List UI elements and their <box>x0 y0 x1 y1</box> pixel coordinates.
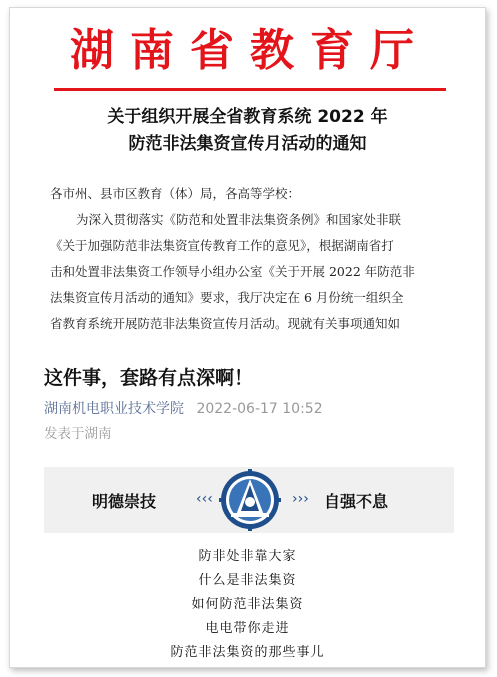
notice-body-line: 法集资宣传月活动的通知》要求，我厅决定在 6 月份统一组织全 <box>50 290 404 305</box>
article-screenshot-frame <box>9 7 486 668</box>
school-motto-banner <box>44 467 454 533</box>
publish-location: 发表于湖南 <box>44 426 112 442</box>
article-meta <box>44 398 323 418</box>
notice-banner <box>54 14 446 87</box>
school-emblem-icon <box>219 469 281 531</box>
chevrons-left-icon: ‹‹‹ <box>196 491 213 507</box>
notice-body-line: 为深入贯彻落实《防范和处置非法集资条例》和国家处非联 <box>76 212 402 227</box>
list-item: 如何防范非法集资 <box>191 597 304 612</box>
motto-right-text: 自强不息 <box>324 492 389 511</box>
list-item: 防非处非靠大家 <box>198 549 297 564</box>
notice-body-line: 《关于加强防范非法集资宣传教育工作的意见》，根据湖南省打 <box>50 238 394 253</box>
notice-body-line: 省教育系统开展防范非法集资宣传月活动。现就有关事项通知如 <box>50 316 401 331</box>
notice-document-image <box>10 8 485 348</box>
publish-datetime: 2022-06-17 10:52 <box>196 401 323 417</box>
banner-title: 湖南省教育厅 <box>70 25 430 76</box>
topic-list <box>10 545 485 665</box>
notice-title-line-1: 关于组织开展全省教育系统 2022 年 <box>107 107 388 127</box>
notice-title-line-2: 防范非法集资宣传月活动的通知 <box>128 134 367 154</box>
motto-left-text: 明德崇技 <box>92 492 157 511</box>
article-headline: 这件事，套路有点深啊！ <box>44 367 254 389</box>
notice-body-line: 各市州、县市区教育（体）局，各高等学校： <box>50 186 301 201</box>
list-item: 防范非法集资的那些事儿 <box>170 645 325 660</box>
notice-body-line: 击和处置非法集资工作领导小组办公室《关于开展 2022 年防范非 <box>50 264 415 279</box>
list-item: 电电带你走进 <box>205 621 290 636</box>
banner-red-divider <box>54 88 446 91</box>
list-item: 什么是非法集资 <box>198 573 297 588</box>
notice-body <box>50 181 458 337</box>
chevrons-right-icon: ››› <box>292 491 309 507</box>
author-link[interactable]: 湖南机电职业技术学院 <box>44 401 184 417</box>
